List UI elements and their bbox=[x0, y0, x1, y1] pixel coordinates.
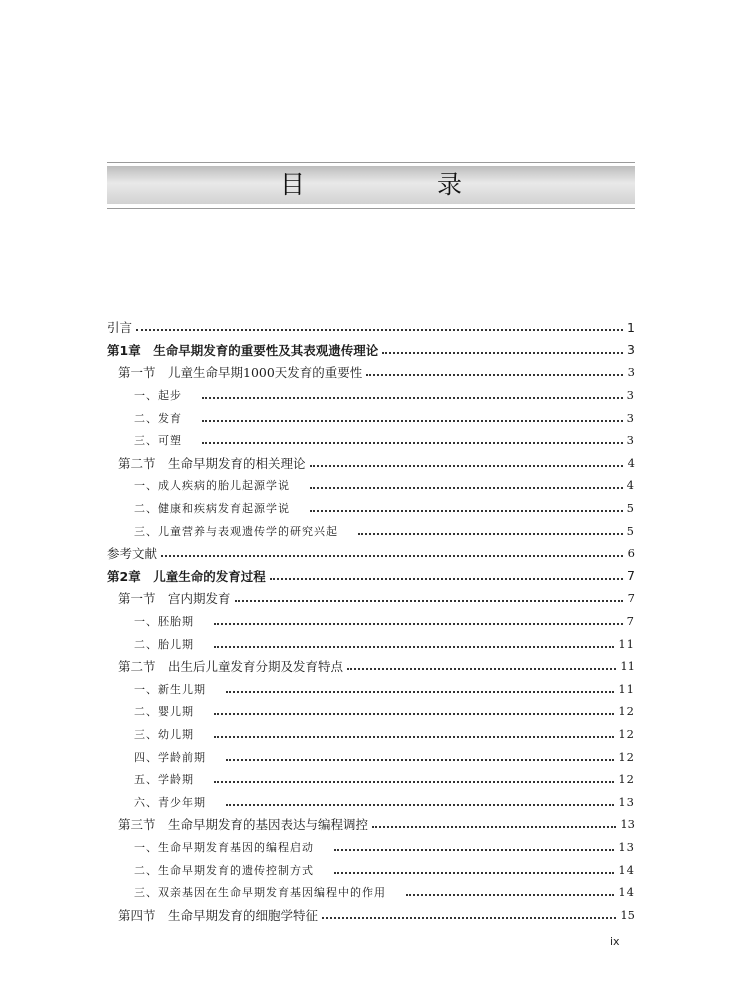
toc-entry[interactable] bbox=[107, 813, 635, 836]
toc-entry[interactable] bbox=[107, 768, 635, 791]
toc-entry-title: 第二节 出生后儿童发育分期及发育特点 bbox=[118, 659, 344, 675]
page-number: ix bbox=[610, 935, 620, 948]
toc-entry[interactable] bbox=[107, 700, 635, 723]
toc-entry-title: 二、婴儿期 bbox=[134, 705, 194, 719]
toc-entry[interactable] bbox=[107, 655, 635, 678]
toc-entry-title: 第1章 生命早期发育的重要性及其表观遗传理论 bbox=[107, 342, 379, 358]
toc-entry[interactable] bbox=[107, 406, 635, 429]
dot-leader bbox=[202, 397, 623, 399]
toc-entry-title: 参考文献 bbox=[107, 546, 158, 562]
toc-entry-page: 12 bbox=[618, 704, 635, 719]
toc-entry[interactable] bbox=[107, 587, 635, 610]
toc-entry-title: 二、生命早期发育的遗传控制方式 bbox=[134, 863, 314, 877]
toc-entry-title: 第2章 儿童生命的发育过程 bbox=[107, 568, 266, 584]
toc-entry-title: 二、发育 bbox=[134, 411, 182, 425]
toc-entry-page: 4 bbox=[626, 478, 635, 493]
toc-entry-page: 13 bbox=[620, 817, 635, 832]
toc-entry-title: 一、成人疾病的胎儿起源学说 bbox=[134, 479, 290, 493]
toc-entry-title: 第三节 生命早期发育的基因表达与编程调控 bbox=[118, 817, 369, 833]
toc-title-band bbox=[107, 162, 635, 210]
dot-leader bbox=[214, 646, 614, 648]
toc-entry-title: 三、可塑 bbox=[134, 434, 182, 448]
toc-entry-page: 1 bbox=[627, 319, 635, 335]
toc-entry-page: 6 bbox=[627, 546, 635, 561]
toc-entry[interactable] bbox=[107, 452, 635, 475]
dot-leader bbox=[202, 442, 623, 444]
toc-entry-title: 一、生命早期发育基因的编程启动 bbox=[134, 840, 314, 854]
dot-leader bbox=[322, 917, 616, 919]
toc-entry[interactable] bbox=[107, 361, 635, 384]
dot-leader bbox=[270, 578, 623, 580]
toc-entry[interactable] bbox=[107, 497, 635, 520]
dot-leader bbox=[235, 600, 623, 602]
toc-entry-title: 引言 bbox=[107, 320, 133, 336]
dot-leader bbox=[310, 510, 623, 512]
toc-entry-title: 三、幼儿期 bbox=[134, 727, 194, 741]
toc-entry-title: 三、儿童营养与表观遗传学的研究兴起 bbox=[134, 524, 338, 538]
toc-entry-page: 5 bbox=[626, 501, 635, 516]
dot-leader bbox=[226, 691, 614, 693]
dot-leader bbox=[226, 804, 614, 806]
page-title: 目 录 bbox=[280, 170, 524, 199]
dot-leader bbox=[214, 736, 614, 738]
toc-entry[interactable] bbox=[107, 542, 635, 565]
toc-entry-page: 3 bbox=[627, 365, 635, 380]
toc-entry[interactable] bbox=[107, 384, 635, 407]
toc-entry-title: 六、青少年期 bbox=[134, 795, 206, 809]
table-of-contents bbox=[107, 316, 635, 926]
title-rule-bottom bbox=[107, 208, 635, 209]
toc-entry-title: 二、胎儿期 bbox=[134, 637, 194, 651]
toc-entry-page: 13 bbox=[618, 839, 635, 854]
dot-leader bbox=[161, 555, 623, 557]
toc-entry[interactable] bbox=[107, 836, 635, 859]
toc-entry[interactable] bbox=[107, 858, 635, 881]
dot-leader bbox=[366, 374, 623, 376]
toc-entry-page: 3 bbox=[627, 342, 635, 358]
toc-entry-page: 12 bbox=[618, 726, 635, 741]
toc-entry-title: 五、学龄期 bbox=[134, 773, 194, 787]
toc-entry[interactable] bbox=[107, 316, 635, 339]
toc-entry[interactable] bbox=[107, 632, 635, 655]
dot-leader bbox=[406, 894, 614, 896]
dot-leader bbox=[214, 713, 614, 715]
toc-entry[interactable] bbox=[107, 903, 635, 926]
toc-entry-page: 11 bbox=[618, 681, 635, 696]
dot-leader bbox=[202, 420, 623, 422]
toc-entry-page: 14 bbox=[618, 862, 635, 877]
toc-entry-page: 15 bbox=[620, 907, 635, 922]
dot-leader bbox=[347, 668, 616, 670]
toc-entry-title: 第一节 儿童生命早期1000天发育的重要性 bbox=[118, 365, 363, 381]
toc-entry-title: 一、胚胎期 bbox=[134, 615, 194, 629]
toc-entry-page: 3 bbox=[626, 433, 635, 448]
toc-entry-page: 12 bbox=[618, 772, 635, 787]
toc-entry-title: 四、学龄前期 bbox=[134, 750, 206, 764]
toc-entry-title: 第二节 生命早期发育的相关理论 bbox=[118, 455, 306, 471]
dot-leader bbox=[214, 623, 623, 625]
dot-leader bbox=[372, 826, 616, 828]
toc-entry[interactable] bbox=[107, 339, 635, 362]
dot-leader bbox=[136, 329, 623, 331]
toc-entry-page: 14 bbox=[618, 885, 635, 900]
toc-entry-page: 12 bbox=[618, 749, 635, 764]
dot-leader bbox=[334, 849, 614, 851]
toc-entry-title: 第一节 宫内期发育 bbox=[118, 591, 231, 607]
toc-entry-title: 二、健康和疾病发育起源学说 bbox=[134, 502, 290, 516]
toc-entry-page: 7 bbox=[627, 568, 635, 584]
toc-entry-page: 11 bbox=[618, 636, 635, 651]
toc-entry[interactable] bbox=[107, 881, 635, 904]
dot-leader bbox=[358, 533, 623, 535]
toc-entry-page: 7 bbox=[627, 591, 635, 606]
toc-entry-page: 7 bbox=[626, 614, 635, 629]
toc-entry[interactable] bbox=[107, 474, 635, 497]
toc-entry-title: 三、双亲基因在生命早期发育基因编程中的作用 bbox=[134, 886, 386, 900]
toc-entry[interactable] bbox=[107, 790, 635, 813]
dot-leader bbox=[382, 352, 623, 354]
toc-entry[interactable] bbox=[107, 745, 635, 768]
dot-leader bbox=[310, 465, 623, 467]
dot-leader bbox=[334, 872, 614, 874]
toc-entry[interactable] bbox=[107, 610, 635, 633]
toc-entry-title: 第四节 生命早期发育的细胞学特征 bbox=[118, 907, 319, 923]
toc-entry[interactable] bbox=[107, 565, 635, 588]
toc-entry-page: 3 bbox=[626, 388, 635, 403]
toc-entry[interactable] bbox=[107, 723, 635, 746]
toc-entry-page: 5 bbox=[626, 523, 635, 538]
dot-leader bbox=[226, 759, 614, 761]
toc-entry[interactable] bbox=[107, 429, 635, 452]
dot-leader bbox=[310, 487, 623, 489]
title-rule-top bbox=[107, 162, 635, 163]
toc-entry-page: 4 bbox=[627, 455, 635, 470]
toc-entry-page: 13 bbox=[618, 794, 635, 809]
toc-entry[interactable] bbox=[107, 678, 635, 701]
dot-leader bbox=[214, 781, 614, 783]
toc-entry-page: 3 bbox=[626, 410, 635, 425]
toc-entry-title: 一、起步 bbox=[134, 389, 182, 403]
toc-entry[interactable] bbox=[107, 519, 635, 542]
toc-entry-page: 11 bbox=[620, 659, 635, 674]
toc-entry-title: 一、新生儿期 bbox=[134, 682, 206, 696]
